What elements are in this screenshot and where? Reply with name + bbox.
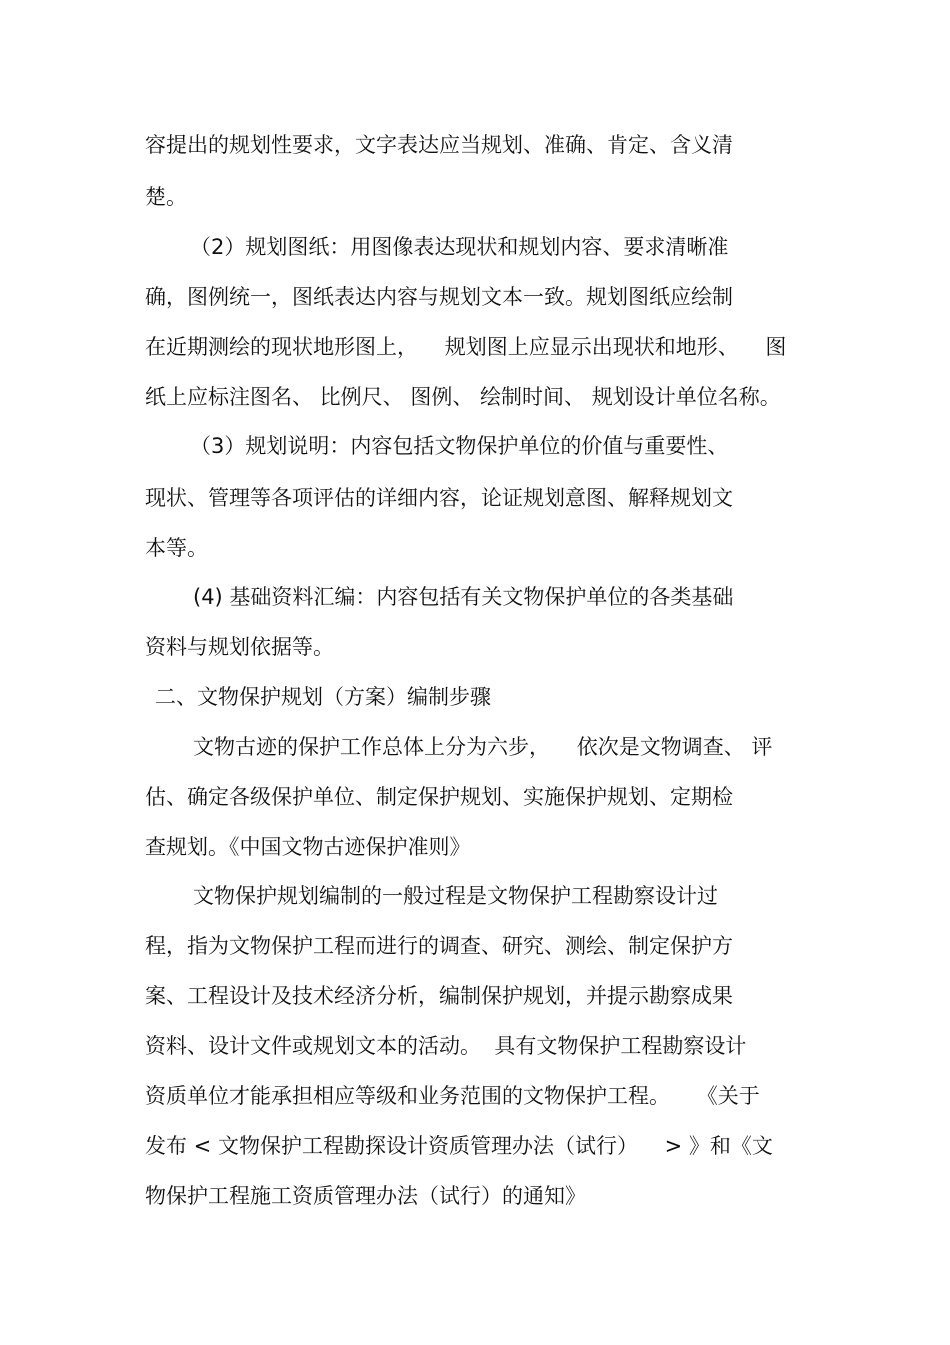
text-line: 物保护工程施工资质管理办法（试行）的通知》: [145, 1184, 586, 1208]
text-line: 估、确定各级保护单位、制定保护规划、实施保护规划、定期检: [145, 785, 733, 809]
text-line: 查规划。《中国文物古迹保护准则》: [145, 835, 471, 859]
text-line: 现状、管理等各项评估的详细内容，论证规划意图、解释规划文: [145, 486, 733, 510]
text-line: （2）规划图纸：用图像表达现状和规划内容、要求清晰准: [190, 235, 729, 259]
text-line: 在近期测绘的现状地形图上， 规划图上应显示出现状和地形、 图: [145, 335, 787, 359]
text-line: 容提出的规划性要求，文字表达应当规划、准确、肯定、含义清: [145, 133, 733, 157]
section-heading: 二、文物保护规划（方案）编制步骤: [155, 685, 491, 709]
text-line: 资料与规划依据等。: [145, 635, 334, 659]
text-line: 资料、设计文件或规划文本的活动。 具有文物保护工程勘察设计: [145, 1034, 747, 1058]
text-line: 案、工程设计及技术经济分析，编制保护规划，并提示勘察成果: [145, 984, 733, 1008]
text-line: 文物古迹的保护工作总体上分为六步， 依次是文物调查、 评: [193, 735, 773, 759]
text-line: 确，图例统一，图纸表达内容与规划文本一致。规划图纸应绘制: [145, 285, 733, 309]
text-line: 纸上应标注图名、 比例尺、 图例、 绘制时间、 规划设计单位名称。: [145, 385, 781, 409]
text-line: 本等。: [145, 536, 208, 560]
text-line: 资质单位才能承担相应等级和业务范围的文物保护工程。 《关于: [145, 1084, 760, 1108]
text-line: 楚。: [145, 185, 187, 209]
text-line: 发布 < 文物保护工程勘探设计资质管理办法（试行） > 》和《文: [145, 1134, 773, 1158]
text-line: 程，指为文物保护工程而进行的调查、研究、测绘、制定保护方: [145, 934, 733, 958]
text-line: 文物保护规划编制的一般过程是文物保护工程勘察设计过: [193, 884, 718, 908]
text-line: (4) 基础资料汇编：内容包括有关文物保护单位的各类基础: [193, 585, 734, 609]
text-line: （3）规划说明：内容包括文物保护单位的价值与重要性、: [190, 434, 729, 458]
